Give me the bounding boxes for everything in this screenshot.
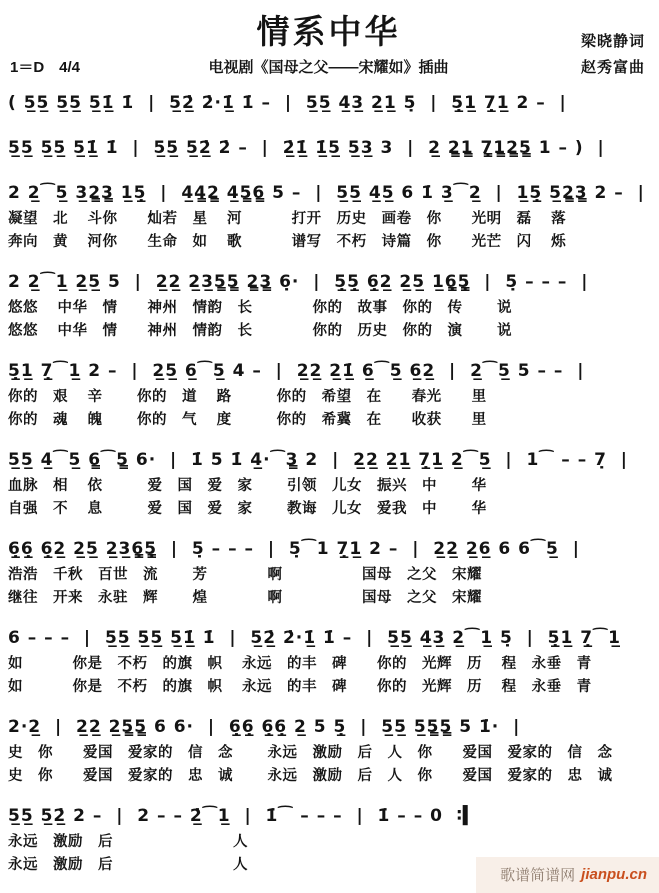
notation-line: ( 5̲5̲ 5̲5̲ 5̲1̲̇ 1̇ | 5̲2̲̇ 2̇·1̲̇ 1̇ – | 5̲5̲ 4̲3̲ 2̲1̲ 5̣ | 5̣̲1̲ 7̣̲1̲ 2 – | — [8, 93, 567, 113]
lyrics-verse-2: 奔向 黄 河你 生命 如 歌 谱写 不朽 诗篇 你 光芒 闪 烁 — [8, 234, 567, 250]
notation-line: 2·2̲ | 2̲2̲ 2̲5̳5̳ 6 6· | 6̣̲6̣̲ 6̣̲6̣̲ 2̲ 5 5̣̲ | 5̲5̲ 5̲5̳5̳ 5 1̇· | — [8, 717, 521, 737]
lyrics-verse-2: 如 你是 不朽 的旗 帜 永远 的丰 碑 你的 光辉 历 程 永垂 青 — [8, 679, 592, 695]
notation-line: 2 2̲⁀1̲ 2̲5̲ 5 | 2̲2̲ 2̲3̲5̳5̳ 2̳3̳ 6̣· | 5̣̲5̣̲ 6̣̲2̲ 2̲5̲ 1̲6̣̳5̣̳ | 5̣ – – – | — [8, 272, 589, 292]
lyrics-verse-2: 悠悠 中华 情 神州 情韵 长 你的 历史 你的 演 说 — [8, 323, 513, 339]
notation-line: 5̲5̲ 5̲5̲ 5̲1̲̇ 1̇ | 5̲5̲ 5̲2̲̇ 2̇ – | 2̲̇1̲̇ 1̲̇5̲ 5̲3̲ 3 | 2̲ 2̳1̳ 7̣̳1̳2̳5̳ 1 – ) | — [8, 138, 605, 158]
lyrics-verse-2: 你的 魂 魄 你的 气 度 你的 希冀 在 收获 里 — [8, 412, 487, 428]
notation-line: 6̣̲6̣̲ 6̣̲2̲ 2̲5̲ 2̲3̲6̣̳5̣̳ | 5̣ – – – | 5̣⁀1 7̣̲1̲ 2 – | 2̲2̲ 2̲6̲ 6 6⁀5̲ | — [8, 539, 580, 559]
lyrics-verse-2: 自强 不 息 爱 国 爱 家 教诲 儿女 爱我 中 华 — [8, 501, 487, 517]
music-system-5 — [8, 358, 649, 431]
song-title: 情系中华 — [256, 13, 401, 50]
music-system-3 — [8, 180, 649, 253]
lyrics-verse-1: 凝望 北 斗你 灿若 星 河 打开 历史 画卷 你 光明 磊 落 — [8, 211, 567, 227]
watermark-domain: jianpu.cn — [581, 865, 647, 883]
subtitle: 电视剧《国母之父——宋耀如》插曲 — [208, 59, 449, 76]
notation-line: 5̣̲1̲ 7̣̲⁀1̲ 2 – | 2̲5̲ 6̲⁀5̲ 4 – | 2̲2̲ 2̲1̲̇ 6̲⁀5̲ 6̲2̲ | 2̲⁀5̲ 5 – – | — [8, 361, 585, 381]
composer-credit: 赵秀富曲 — [580, 59, 645, 76]
lyrics-verse-1: 史 你 爱国 爱家的 信 念 永远 激励 后 人 你 爱国 爱家的 信 念 — [8, 745, 613, 761]
music-system-9 — [8, 714, 649, 787]
notation-line: 5̲5̲ 5̲2̲̇ 2 – | 2 – – 2̲̇⁀1̲ | 1̇⁀ – – – | 1̇ – – 0 ∶▍ — [8, 806, 477, 826]
music-system-6 — [8, 447, 649, 520]
music-system-1 — [8, 90, 649, 117]
notation-line: 6 – – – | 5̲5̲ 5̲5̲ 5̲1̲̇ 1̇ | 5̲2̲̇ 2̇·1̲̇ 1̇ – | 5̲5̲ 4̲3̲ 2̲⁀1̲ 5̣ | 5̣̲1̲ 7̣̲⁀1̲ — [8, 628, 621, 648]
notation-line: 5̲5̲ 4̲⁀5̲ 6̳⁀5̳ 6· | 1̇ 5 1̇ 4̲·⁀3̳ 2 | 2̲2̲ 2̲1̲ 7̣̲1̲ 2̲⁀5̲ | 1⁀ – – 7̣ | — [8, 450, 628, 470]
key-time-signature: 1＝D 4/4 — [10, 59, 81, 76]
music-system-8 — [8, 625, 649, 698]
lyrics-verse-1: 你的 艰 辛 你的 道 路 你的 希望 在 春光 里 — [8, 389, 487, 405]
lyrics-verse-1: 永远 激励 后 人 — [8, 834, 248, 850]
music-system-4 — [8, 269, 649, 342]
lyricist-credit: 梁晓静词 — [580, 33, 645, 50]
music-system-2 — [8, 135, 649, 162]
header — [8, 4, 649, 90]
site-watermark — [476, 857, 659, 893]
lyrics-verse-2: 永远 激励 后 人 — [8, 857, 248, 873]
music-system-7 — [8, 536, 649, 609]
lyrics-verse-1: 浩浩 千秋 百世 流 芳 啊 国母 之父 宋耀 — [8, 567, 483, 583]
lyrics-verse-2: 继往 开来 永驻 辉 煌 啊 国母 之父 宋耀 — [8, 590, 483, 606]
notation-line: 2 2̲⁀5̲ 3̲2̳3̳ 1̲5̣̲ | 4̲4̳2̳ 4̲5̳6̳ 5 – | 5̲5̲ 4̲5̲ 6 1̇ 3̲⁀2̲ | 1̲5̣̲ 5̲2̳3̳ 2 – | — [8, 183, 645, 203]
lyrics-verse-2: 史 你 爱国 爱家的 忠 诚 永远 激励 后 人 你 爱国 爱家的 忠 诚 — [8, 768, 613, 784]
lyrics-verse-1: 悠悠 中华 情 神州 情韵 长 你的 故事 你的 传 说 — [8, 300, 513, 316]
lyrics-verse-1: 血脉 相 依 爱 国 爱 家 引领 儿女 振兴 中 华 — [8, 478, 487, 494]
lyrics-verse-1: 如 你是 不朽 的旗 帜 永远 的丰 碑 你的 光辉 历 程 永垂 青 — [8, 656, 592, 672]
watermark-site-name: 歌谱简谱网 — [500, 866, 576, 884]
